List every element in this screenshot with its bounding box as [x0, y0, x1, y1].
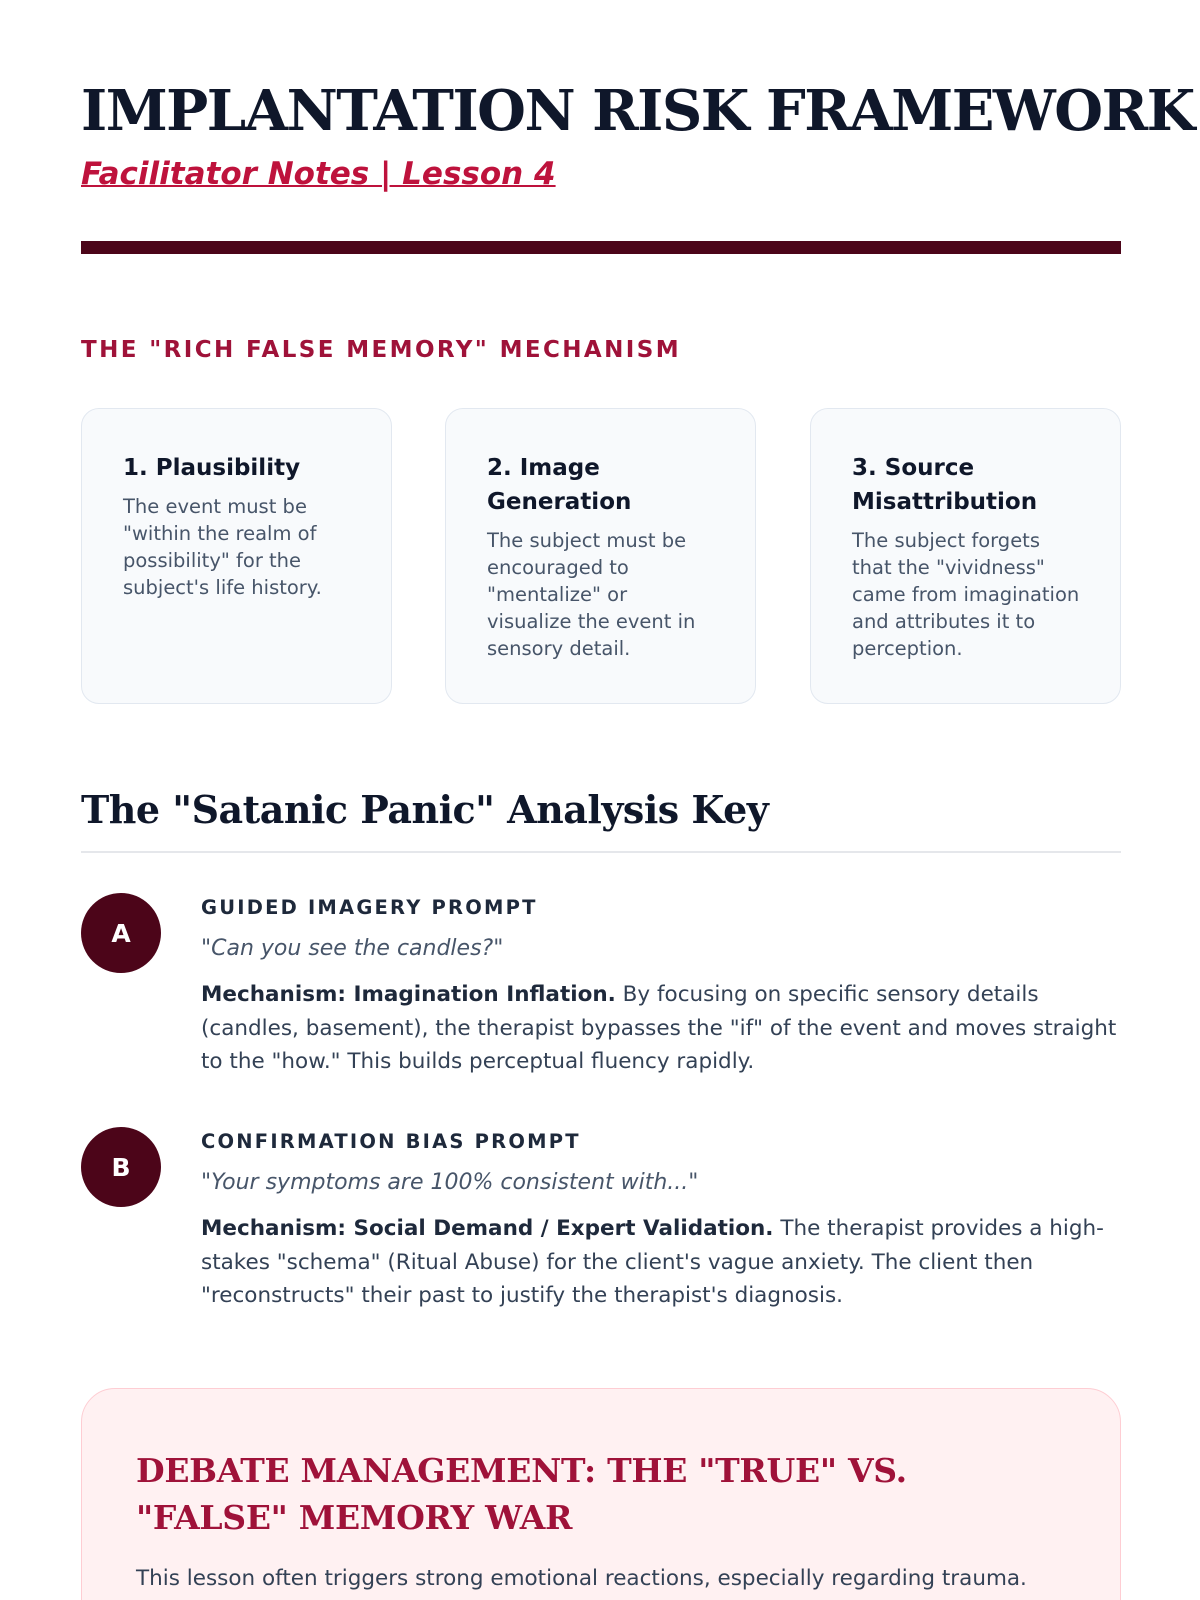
card-title: 2. Image Generation — [487, 455, 632, 515]
card-title: 3. Source Misattribution — [852, 455, 1038, 515]
key-description — [201, 1212, 1121, 1313]
mechanism-card-source-misattribution — [810, 408, 1121, 704]
key-content — [201, 895, 1121, 1079]
debate-callout — [81, 1388, 1121, 1600]
page-subtitle: Facilitator Notes | Lesson 4 — [81, 156, 556, 192]
mechanism-cards — [81, 408, 1121, 704]
key-badge: A — [81, 893, 161, 973]
debate-body: This lesson often triggers strong emotional reactions, especially regarding trauma. — [136, 1566, 1027, 1591]
key-quote: "Can you see the candles?" — [201, 936, 504, 961]
card-body: The event must be "within the realm of possibility" for the subject's life history. — [123, 495, 322, 599]
analysis-key-divider — [81, 851, 1121, 853]
key-description — [201, 978, 1121, 1079]
title-divider — [81, 241, 1121, 254]
key-label: CONFIRMATION BIAS PROMPT — [201, 1130, 581, 1153]
page-title: IMPLANTATION RISK FRAMEWORK — [81, 78, 1194, 144]
mechanism-card-image-generation — [445, 408, 756, 704]
key-content — [201, 1129, 1121, 1313]
key-label: GUIDED IMAGERY PROMPT — [201, 896, 538, 919]
analysis-key-heading: The "Satanic Panic" Analysis Key — [81, 787, 769, 832]
key-badge: B — [81, 1127, 161, 1207]
mechanism-section-label: THE "RICH FALSE MEMORY" MECHANISM — [81, 337, 681, 363]
key-mechanism: Mechanism: Social Demand / Expert Validation. — [201, 1216, 774, 1241]
mechanism-card-plausibility — [81, 408, 392, 704]
key-description-text: By focusing on specific sensory details (candles, basement), the therapist bypasses the "if" of the event and moves straight to the "how." This builds perceptual fluency rapidly. — [201, 982, 1117, 1074]
debate-title: DEBATE MANAGEMENT: THE "TRUE" VS. "FALSE" MEMORY WAR — [136, 1451, 907, 1537]
key-mechanism: Mechanism: Imagination Inflation. — [201, 982, 616, 1007]
key-description-text: The therapist provides a high-stakes "schema" (Ritual Abuse) for the client's vague anxiety. The client then "reconstructs" their past to justify the therapist's diagnosis. — [201, 1216, 1104, 1308]
card-body: The subject must be encouraged to "mentalize" or visualize the event in sensory detail. — [487, 529, 696, 660]
card-body: The subject forgets that the "vividness" came from imagination and attributes it to perception. — [852, 529, 1080, 660]
card-title: 1. Plausibility — [123, 455, 301, 481]
key-quote: "Your symptoms are 100% consistent with..." — [201, 1170, 699, 1195]
